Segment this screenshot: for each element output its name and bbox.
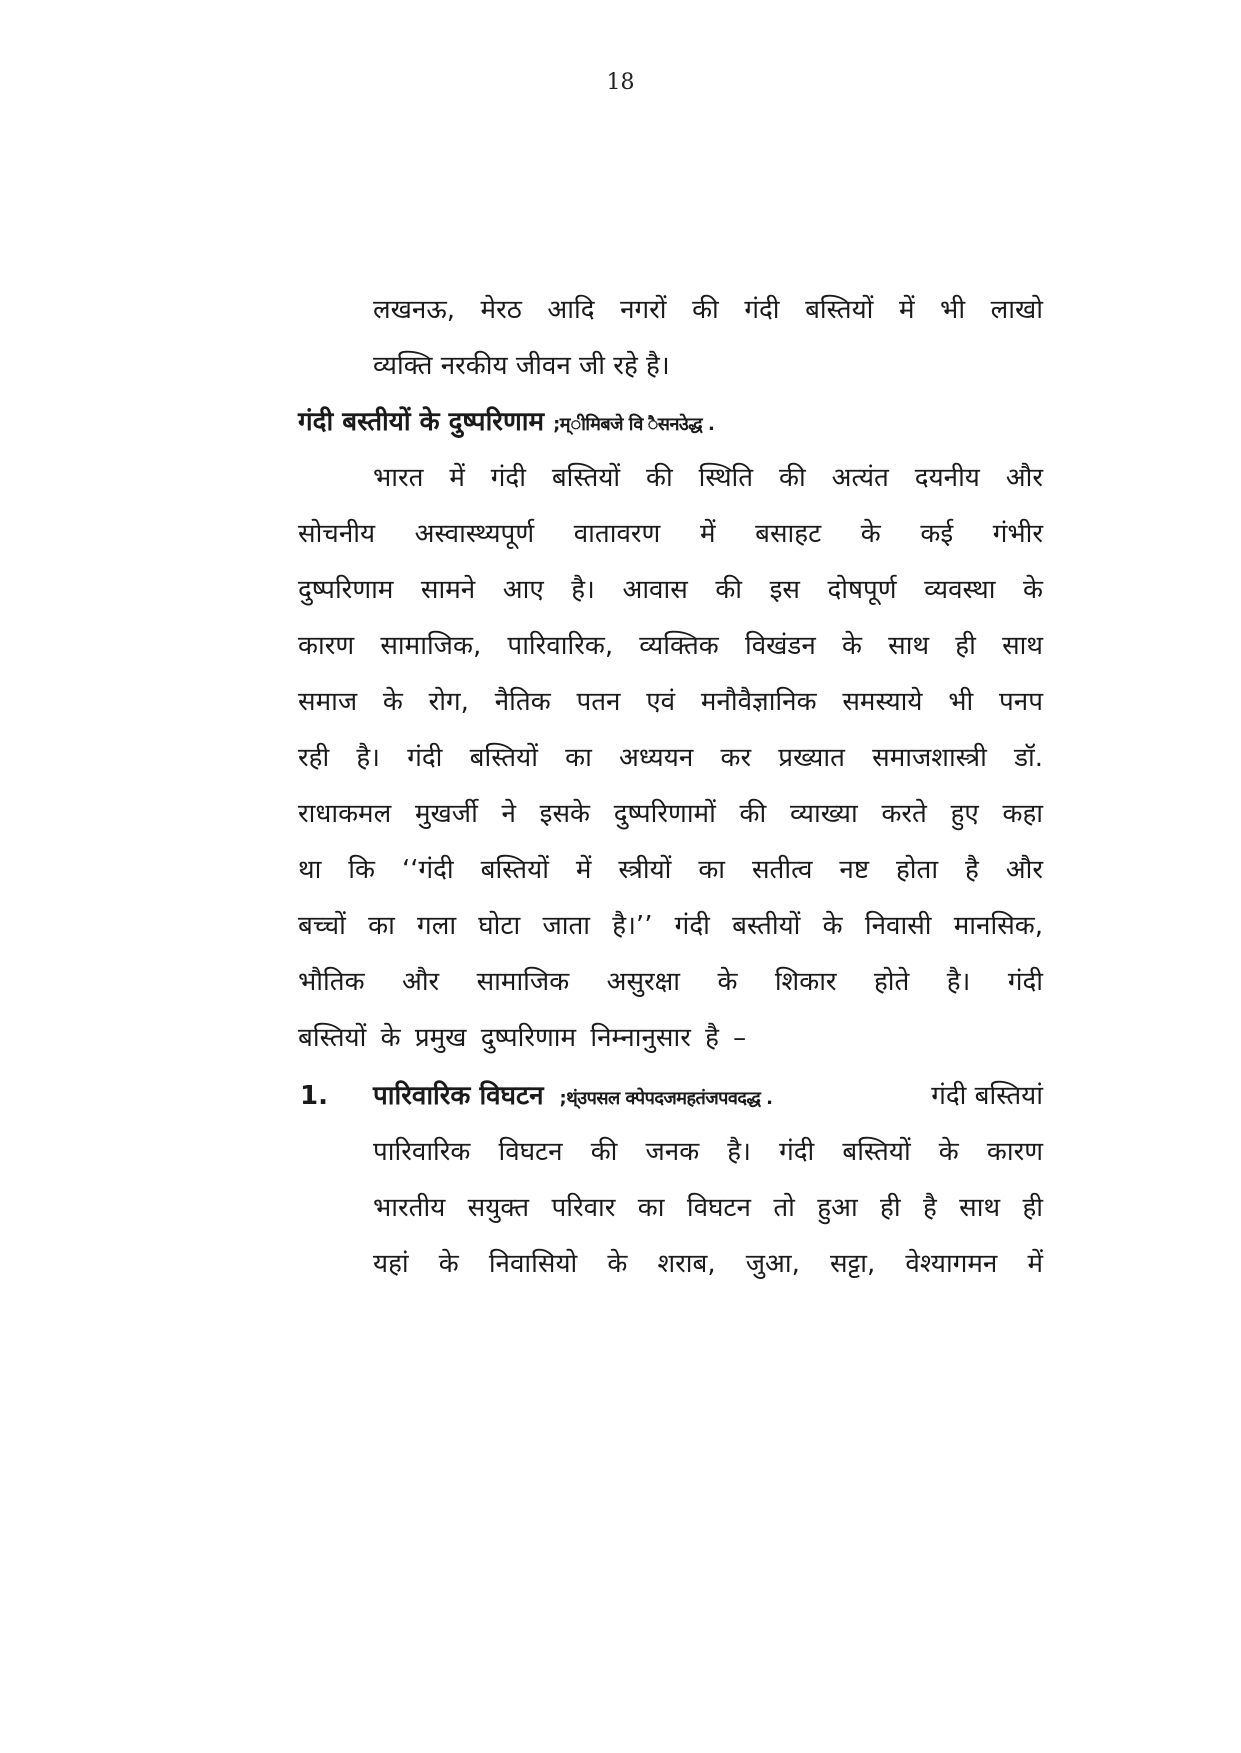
continuation-line: व्यक्ति नरकीय जीवन जी रहे है। — [373, 351, 670, 381]
paragraph-line: दुष्परिणाम सामने आए है। आवास की इस दोषपूर्ण व्यवस्था के — [298, 575, 1043, 605]
list-item-title-garbled: ;थ्ंउपसल क्पेपदजमहतंजपवदद्ध . — [559, 1088, 773, 1109]
section-heading-text: गंदी बस्तीयों के दुष्परिणाम — [298, 407, 545, 437]
list-item-line: पारिवारिक विघटन की जनक है। गंदी बस्तियों के कारण — [373, 1137, 1043, 1167]
list-item-number: 1. — [300, 1081, 328, 1111]
paragraph-line: कारण सामाजिक, पारिवारिक, व्यक्तिक विखंडन के साथ ही साथ — [298, 631, 1043, 661]
list-item-line: यहां के निवासियो के शराब, जुआ, सट्टा, वेश्यागमन में — [373, 1249, 1043, 1279]
list-item-title: पारिवारिक विघटन — [373, 1081, 544, 1111]
paragraph-line: था कि ‘‘गंदी बस्तियों में स्त्रीयों का सतीत्व नष्ट होता है और — [298, 855, 1043, 885]
continuation-line: लखनऊ, मेरठ आदि नगरों की गंदी बस्तियों में भी लाखो — [373, 295, 1043, 325]
list-item-line: भारतीय सयुक्त परिवार का विघटन तो हुआ ही है साथ ही — [373, 1193, 1043, 1223]
page-number: 18 — [606, 70, 635, 95]
paragraph-line: समाज के रोग, नैतिक पतन एवं मनौवैज्ञानिक समस्याये भी पनप — [298, 687, 1043, 717]
list-item-heading — [373, 1078, 1043, 1117]
paragraph-line: भौतिक और सामाजिक असुरक्षा के शिकार होते है। गंदी — [298, 967, 1043, 997]
list-item-first-line-rest: गंदी बस्तियां — [931, 1081, 1043, 1111]
paragraph-line: भारत में गंदी बस्तियों की स्थिति की अत्यंत दयनीय और — [373, 463, 1043, 493]
paragraph-line: बच्चों का गला घोटा जाता है।’’ गंदी बस्तीयों के निवासी मानसिक, — [298, 911, 1043, 941]
paragraph-line: सोचनीय अस्वास्थ्यपूर्ण वातावरण में बसाहट के कई गंभीर — [298, 519, 1043, 549]
section-heading-garbled: ;म्ीमिबजे वि ैसनउेद्ध . — [553, 414, 715, 435]
paragraph-line: रही है। गंदी बस्तियों का अध्ययन कर प्रख्यात समाजशास्त्री डॉ. — [298, 743, 1043, 773]
section-heading — [298, 404, 714, 443]
paragraph-line: बस्तियों के प्रमुख दुष्परिणाम निम्नानुसार है – — [298, 1023, 747, 1053]
paragraph-line: राधाकमल मुखर्जी ने इसके दुष्परिणामों की व्याख्या करते हुए कहा — [298, 799, 1043, 829]
